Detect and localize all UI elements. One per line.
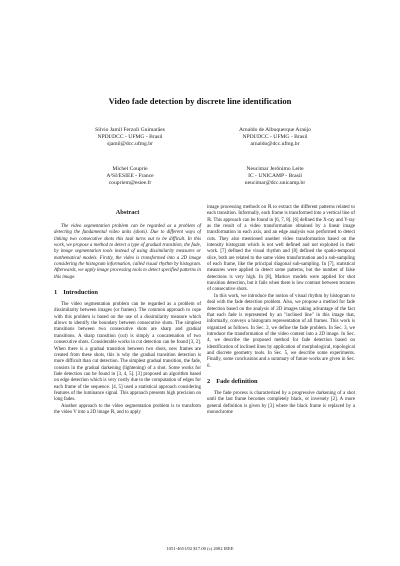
author-block-1 <box>60 127 200 149</box>
paper-title: Video fade detection by discrete line identification <box>108 96 292 106</box>
author-affiliation: NPDI/DCC - UFMG - Brasil <box>97 134 163 141</box>
author-email: arnaldo@dcc.ufmg.br <box>250 141 300 148</box>
author-email: sjamil@dcc.ufmg.br <box>107 141 153 148</box>
section-heading-introduction <box>54 289 201 296</box>
author-name: Michel Couprie <box>112 166 148 172</box>
author-block-4 <box>205 166 345 188</box>
abstract-text: The video segmentation problem can be regarded as a problem of detecting the fundamental video units (shots). Due to different ways of linking two consecutive shots this task turns out to be difficult. In this work, we propose a method to detect a type of gradual transition, the fade, by image segmentation tools instead of using dissimilarity measures or mathematical models. Firstly, the video is transformed into a 2D image considering the histogram information, called visual rhythm by histogram. Afterwards, we apply image processing tools to detect specified patterns in this image. <box>54 224 201 280</box>
abstract-heading: Abstract <box>115 209 140 216</box>
author-email: coupriem@esiee.fr <box>108 180 152 187</box>
section-number: 2 <box>207 377 211 385</box>
section-number: 1 <box>54 289 58 297</box>
intro-paragraph-1: The video segmentation problem can be regarded as a problem of dissimilarity between images (or frames). The common approach to cope with this problem is based on the use of a dissimilarity measure which allows to identify the boundary between consecutive shots. The simplest transitions between two consecutive shots are sharp and gradual transitions. A sharp transition (cut) is simply a concatenation of two consecutive shots. Considerable works in cut detection can be found [3, 2]. When there is a gradual transition between two shots, new frames are created from these shots, this is why the gradual transition detection is more difficult than cut detection. The simplest gradual transition, the fade, consists in the gradual darkening (lightening) of a shot. Some works for fade detection can be found in [3, 4, 5]. [3] proposed an algorithm based on edge detection which is very costly due to the computation of edges for each frame of the sequence. [4, 5] used a statistical approach considering features of the luminance signal. This approach presents high precision on long fades. <box>54 302 201 403</box>
copyright-footer: 1051-4651/02 $17.00 (c) 2002 IEEE <box>166 546 234 551</box>
author-name: Arnaldo de Albuquerque Araújo <box>239 127 311 133</box>
author-affiliation: IC - UNICAMP - Brasil <box>248 173 302 180</box>
section-title: Fade definition <box>216 377 258 385</box>
author-block-2 <box>205 127 345 149</box>
intro-paragraph-2-start: Another approach to the video segmentation problem is to transform the video V into a 2D image ℝ, and to apply <box>54 403 201 415</box>
section-title: Introduction <box>63 289 98 297</box>
section-heading-fade-definition <box>207 378 355 385</box>
author-name: Neucimar Jerônimo Leite <box>246 166 304 172</box>
author-email: neucimar@dcc.unicamp.br <box>244 180 306 187</box>
author-affiliation: A²SI/ESIEE - France <box>106 173 154 180</box>
fade-paragraph-1: The fade process is characterized by a progressive darkening of a shot until the last frame becomes completely black, or inversely [2]. A more general definition is given by [3] where the black frame is replaced by a monochrome <box>207 390 355 415</box>
author-affiliation: NPDI/DCC - UFMG - Brasil <box>242 134 308 141</box>
left-column <box>54 205 201 416</box>
author-name: Silvio Jamil Ferzoli Guimarães <box>95 127 165 133</box>
intro-paragraph-3: In this work, we introduce the notion of visual rhythm by histogram to deal with the fade detection problem. Also, we propose a method for fade detection based on the analysis of 2D images taking advantage of the fact that each fade is represented by an "inclined line" in this image that, informally, conveys a histogram representation of all frames. This work is organized as follows. In Sec. 2, we define the fade problem. In Sec. 3, we introduce the transformation of the video content into a 2D image. In Sec. 4, we describe the proposed method for fade detection based on identification of inclined lines by application of morphological, topological and discrete geometry tools. In Sec. 5, we describe some experiments. Finally, some conclusions and a summary of future works are given in Sec. 6. <box>207 293 355 369</box>
author-block-3 <box>60 166 200 188</box>
intro-paragraph-2-cont: image processing methods on ℝ to extract the different patterns related to each transition. Informally, each frame is transformed into a vertical line of ℝ. This approach can be found in [6, 7, 8]. [6] defined the X-ray and Y-ray as the result of a video transformation obtained by a linear image transformation in each axis, and an edge analysis was performed to detect cuts. They also mentioned another video transformation based on the intensity histogram which is not well defined and not exploited in their work. [7] defined the visual rhythm and [8] defined the spatio-temporal slice, both are related to the same video transformation and a sub-sampling of each frame, like the principal diagonal sub-sampling. In [7], statistical measures were applied to detect some patterns, but the number of false detections is very high. In [8], Markov models were applied for shot transition detection, but it fails when there is low contrast between textures of consecutive shots. <box>207 205 355 293</box>
right-column <box>207 205 355 416</box>
